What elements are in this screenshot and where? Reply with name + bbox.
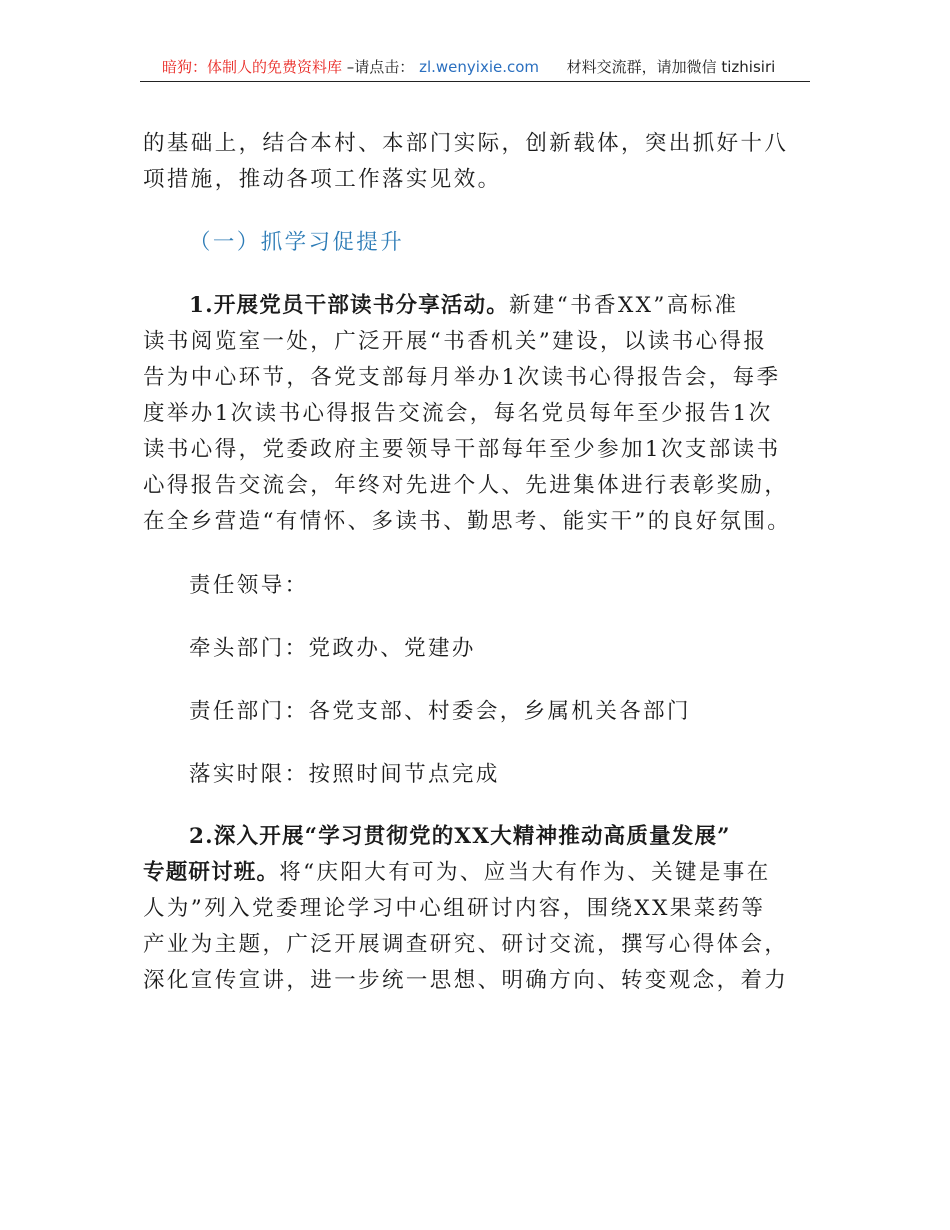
item1-line: 读书阅览室一处，广泛开展“书香机关”建设，以读书心得报 <box>143 329 768 354</box>
intro-line: 项措施，推动各项工作落实见效。 <box>143 167 502 192</box>
item1-first-line-text: 新建“书香XX”高标准 <box>508 293 739 318</box>
field-value: 按照时间节点完成 <box>308 762 500 787</box>
field-label: 牵头部门： <box>189 636 309 661</box>
item2-second-line <box>143 855 818 891</box>
item2-line: 人为”列入党委理论学习中心组研讨内容，围绕XX果菜药等 <box>143 896 766 921</box>
field-label: 责任部门： <box>189 699 309 724</box>
item1-line: 读书心得，党委政府主要领导干部每年至少参加1次支部读书 <box>143 437 781 462</box>
item2-second-line-text: 将“庆阳大有可为、应当大有作为、关键是事在 <box>279 860 771 885</box>
item2-title-end: 专题研讨班。 <box>143 860 280 885</box>
field-label: 落实时限： <box>189 762 309 787</box>
item1-line: 在全乡营造“有情怀、多读书、勤思考、能实干”的良好氛围。 <box>143 509 792 534</box>
item1-line: 度举办1次读书心得报告交流会，每名党员每年至少报告1次 <box>143 401 773 426</box>
item1-line: 告为中心环节，各党支部每月举办1次读书心得报告会，每季 <box>143 365 781 390</box>
section-heading: （一）抓学习促提升 <box>189 230 405 255</box>
document-body <box>143 126 818 999</box>
item1-first-line <box>143 288 818 324</box>
item1-line: 心得报告交流会，年终对先进个人、先进集体进行表彰奖励， <box>143 473 789 498</box>
item2-line: 产业为主题，广泛开展调查研究、研讨交流，撰写心得体会， <box>143 932 789 957</box>
field-value: 党政办、党建办 <box>308 636 476 661</box>
spacer <box>143 198 818 225</box>
field-value: 各党支部、村委会，乡属机关各部门 <box>308 699 691 724</box>
header-link[interactable]: zl.wenyixie.com <box>419 58 540 76</box>
field-deadline <box>143 757 818 793</box>
header-contact: 材料交流群，请加微信 tizhisiri <box>566 58 776 76</box>
spacer <box>143 540 818 568</box>
spacer <box>143 261 818 288</box>
field-responsible-department <box>143 694 818 730</box>
header-click-prompt: –请点击： <box>346 58 415 76</box>
item2-line: 深化宣传宣讲，进一步统一思想、明确方向、转变观念，着力 <box>143 968 789 993</box>
field-responsible-leader <box>143 568 818 604</box>
field-label: 责任领导： <box>189 573 309 598</box>
page-header <box>140 56 810 82</box>
intro-line: 的基础上，结合本村、本部门实际，创新载体，突出抓好十八 <box>143 131 789 156</box>
item2-title-line: 2.深入开展“学习贯彻党的XX大精神推动高质量发展” <box>189 824 731 849</box>
header-site-name: 暗狗：体制人的免费资料库 <box>162 58 343 76</box>
field-lead-department <box>143 631 818 667</box>
item1-title: 1.开展党员干部读书分享活动。 <box>189 293 509 318</box>
